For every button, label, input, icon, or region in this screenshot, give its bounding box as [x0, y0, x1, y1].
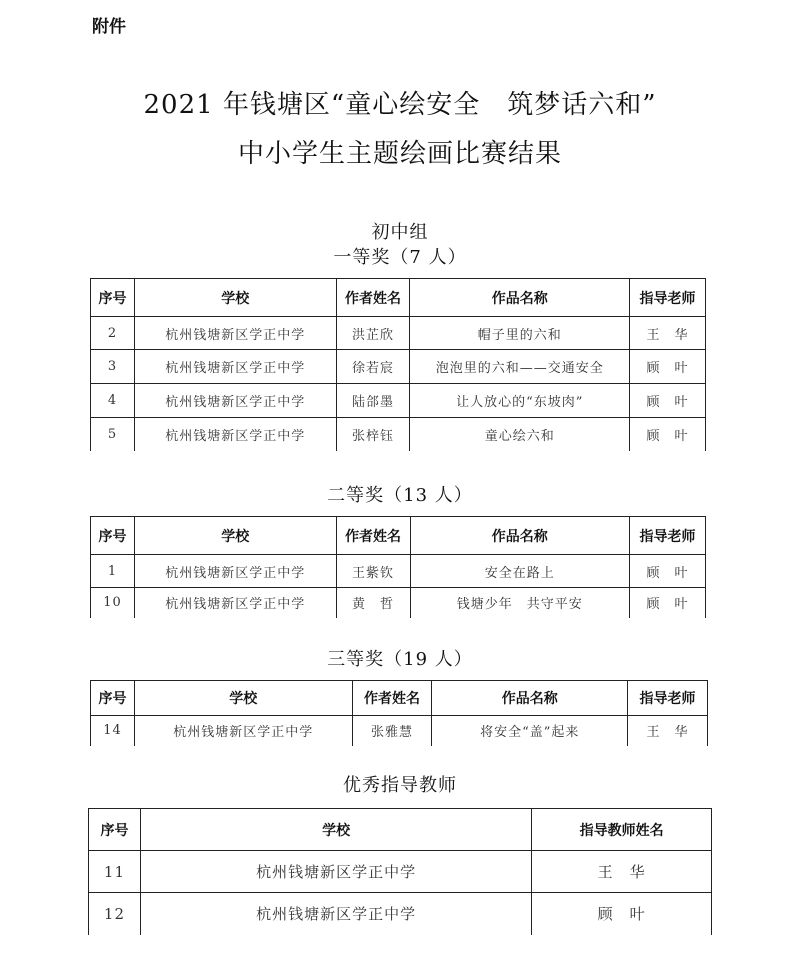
cell-no: 14 — [91, 716, 135, 746]
table-row — [91, 418, 706, 451]
col-header-school: 学校 — [134, 681, 352, 716]
cell-teacher: 顾 叶 — [630, 350, 706, 384]
col-header-no: 序号 — [91, 681, 135, 716]
table-header-row — [91, 517, 706, 555]
col-header-work: 作品名称 — [410, 279, 630, 317]
cell-teacher: 顾 叶 — [532, 893, 712, 935]
cell-author: 黄 哲 — [336, 588, 410, 618]
cell-school: 杭州钱塘新区学正中学 — [134, 418, 336, 451]
cell-work: 钱塘少年 共守平安 — [410, 588, 630, 618]
table-row — [89, 851, 712, 893]
first-prize-heading: 一等奖（7 人） — [333, 247, 467, 268]
cell-work: 安全在路上 — [410, 555, 630, 588]
cell-school: 杭州钱塘新区学正中学 — [134, 716, 352, 746]
col-header-school: 学校 — [134, 517, 336, 555]
cell-no: 3 — [91, 350, 135, 384]
cell-work: 泡泡里的六和——交通安全 — [410, 350, 630, 384]
col-header-no: 序号 — [91, 279, 135, 317]
table-row — [89, 893, 712, 935]
col-header-school: 学校 — [134, 279, 336, 317]
page-title-line2: 中小学生主题绘画比赛结果 — [237, 139, 562, 169]
cell-no: 1 — [91, 555, 135, 588]
cell-teacher: 顾 叶 — [630, 555, 706, 588]
cell-author: 王紫钦 — [336, 555, 410, 588]
col-header-teacher: 指导老师 — [630, 279, 706, 317]
cell-no: 11 — [89, 851, 141, 893]
col-header-teacher: 指导老师 — [630, 517, 706, 555]
cell-author: 张雅慧 — [352, 716, 432, 746]
cell-teacher: 王 华 — [532, 851, 712, 893]
cell-teacher: 王 华 — [630, 317, 706, 350]
cell-work: 童心绘六和 — [410, 418, 630, 451]
cell-school: 杭州钱塘新区学正中学 — [140, 893, 531, 935]
cell-no: 10 — [91, 588, 135, 618]
cell-teacher: 顾 叶 — [630, 384, 706, 418]
attachment-label: 附件 — [92, 17, 126, 37]
table-header-row — [91, 681, 708, 716]
cell-school: 杭州钱塘新区学正中学 — [134, 317, 336, 350]
table-row — [91, 716, 708, 746]
cell-author: 张梓钰 — [336, 418, 410, 451]
cell-author: 陆郃墨 — [336, 384, 410, 418]
cell-teacher: 顾 叶 — [630, 418, 706, 451]
col-header-school: 学校 — [140, 809, 531, 851]
group-label: 初中组 — [371, 222, 429, 243]
col-header-no: 序号 — [89, 809, 141, 851]
table-row — [91, 317, 706, 350]
table-header-row — [89, 809, 712, 851]
cell-no: 12 — [89, 893, 141, 935]
third-prize-table — [90, 680, 708, 746]
col-header-teacher-full: 指导教师姓名 — [532, 809, 712, 851]
first-prize-table — [90, 278, 706, 451]
cell-school: 杭州钱塘新区学正中学 — [134, 384, 336, 418]
cell-teacher: 顾 叶 — [630, 588, 706, 618]
second-prize-table — [90, 516, 706, 618]
table-row — [91, 384, 706, 418]
col-header-teacher: 指导老师 — [628, 681, 708, 716]
cell-work: 帽子里的六和 — [410, 317, 630, 350]
excellent-teachers-heading: 优秀指导教师 — [343, 775, 457, 796]
col-header-author: 作者姓名 — [336, 279, 410, 317]
table-row — [91, 588, 706, 618]
cell-no: 4 — [91, 384, 135, 418]
cell-school: 杭州钱塘新区学正中学 — [134, 588, 336, 618]
excellent-teachers-table — [88, 808, 712, 935]
table-row — [91, 555, 706, 588]
table-header-row — [91, 279, 706, 317]
cell-author: 徐若宸 — [336, 350, 410, 384]
col-header-work: 作品名称 — [432, 681, 628, 716]
table-row — [91, 350, 706, 384]
col-header-author: 作者姓名 — [352, 681, 432, 716]
cell-no: 5 — [91, 418, 135, 451]
cell-work: 让人放心的“东坡肉” — [410, 384, 630, 418]
cell-author: 洪芷欣 — [336, 317, 410, 350]
col-header-work: 作品名称 — [410, 517, 630, 555]
third-prize-heading: 三等奖（19 人） — [327, 649, 473, 670]
cell-no: 2 — [91, 317, 135, 350]
cell-school: 杭州钱塘新区学正中学 — [134, 350, 336, 384]
cell-work: 将安全“盖”起来 — [432, 716, 628, 746]
page-title-line1: 2021 年钱塘区“童心绘安全 筑梦话六和” — [143, 90, 657, 120]
cell-school: 杭州钱塘新区学正中学 — [140, 851, 531, 893]
cell-school: 杭州钱塘新区学正中学 — [134, 555, 336, 588]
col-header-author: 作者姓名 — [336, 517, 410, 555]
col-header-no: 序号 — [91, 517, 135, 555]
second-prize-heading: 二等奖（13 人） — [327, 485, 473, 506]
cell-teacher: 王 华 — [628, 716, 708, 746]
